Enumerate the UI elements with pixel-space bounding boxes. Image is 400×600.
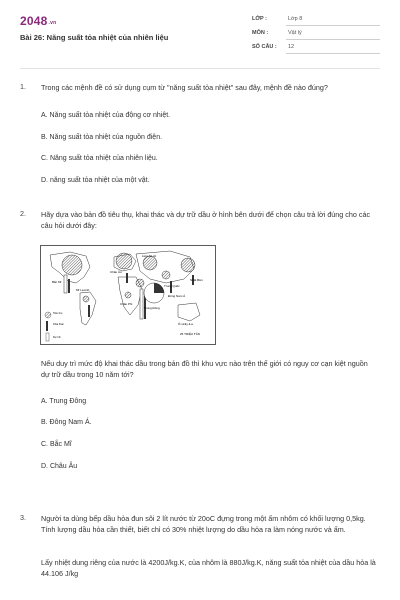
- reserve-bar: [64, 275, 67, 293]
- map-label-middle-east: Trung Đông: [144, 306, 160, 310]
- map-label-latin-america: Mĩ La-tinh: [76, 288, 90, 292]
- map-label-north-america: Bắc Mĩ: [52, 280, 62, 284]
- meta-value: 12: [288, 44, 295, 50]
- question-number: 2.: [20, 209, 26, 218]
- option-d[interactable]: D. năng suất tỏa nhiệt của một vật.: [41, 177, 150, 184]
- map-label-africa: Châu Phi: [120, 302, 133, 306]
- question-text: Nếu duy trì mức độ khai thác dầu trong bản đồ thì khu vực nào trên thế giới có nguy cơ cạn kiệt nguồn dự trữ dầu trong 10 năm tới?: [41, 359, 368, 379]
- meta-label: SỐ CÂU :: [252, 44, 277, 50]
- brand-name: 2048: [20, 14, 48, 28]
- option-d[interactable]: D. Châu Âu: [41, 463, 78, 470]
- map-label-ussr: Liên Xô cũ: [142, 254, 157, 258]
- map-label-japan: Nhật Bản: [190, 278, 203, 282]
- lesson-title: Bài 26: Năng suất tỏa nhiệt của nhiên liệu: [20, 33, 169, 42]
- meta-underline: [286, 39, 380, 40]
- question-text-continued: Lấy nhiệt dung riêng của nước là 4200J/kg.K, của nhôm là 880J/kg.K, năng suất tỏa nhiệt của dầu hỏa là 44.106 J/kg: [41, 558, 376, 578]
- map-scale-label: 25 TRIỆU TẤN: [180, 332, 200, 336]
- consumption-circle: [125, 292, 131, 298]
- question-text: Hãy dựa vào bản đồ tiêu thụ, khai thác và dự trữ dầu ở hình bên dưới để chọn câu trả lời đúng cho các câu hỏi dưới đây:: [41, 210, 371, 230]
- legend-production-icon: [46, 321, 48, 331]
- legend-production: Khai thác: [53, 323, 64, 326]
- option-c[interactable]: C. Năng suất tỏa nhiệt của nhiên liệu.: [41, 155, 158, 162]
- consumption-circle: [136, 279, 144, 287]
- meta-panel: [252, 14, 380, 56]
- question-number: 3.: [20, 513, 26, 522]
- legend-reserve-icon: [46, 333, 49, 341]
- meta-value: Vật lý: [288, 30, 302, 36]
- production-bar: [126, 273, 128, 283]
- option-b[interactable]: B. Năng suất tỏa nhiệt của nguồn điện.: [41, 134, 163, 141]
- production-bar: [88, 305, 90, 317]
- legend-consumption: Tiêu thụ: [53, 312, 63, 315]
- option-a[interactable]: A. Năng suất tỏa nhiệt của động cơ nhiệt.: [41, 112, 171, 119]
- option-c[interactable]: C. Bắc Mĩ: [41, 441, 72, 448]
- meta-row-count: [252, 42, 380, 56]
- brand-logo[interactable]: [20, 14, 56, 28]
- map-label-europe: Châu Âu: [110, 270, 122, 274]
- map-label-china: Trung Quốc: [164, 284, 180, 288]
- consumption-circle: [162, 271, 170, 279]
- meta-row-class: [252, 14, 380, 28]
- consumption-circle: [181, 258, 195, 272]
- question-text: Trong các mệnh đề có sử dụng cụm từ "năng suất tỏa nhiệt" sau đây, mệnh đề nào đúng?: [41, 83, 328, 92]
- option-a[interactable]: A. Trung Đông: [41, 398, 87, 405]
- consumption-circle: [62, 255, 82, 275]
- legend-reserve: Dự trữ: [53, 336, 61, 339]
- option-b[interactable]: B. Đông Nam Á.: [41, 419, 92, 426]
- meta-value: Lớp 8: [288, 16, 303, 22]
- header-divider: [20, 68, 380, 69]
- map-label-southeast-asia: Đông Nam Á: [168, 294, 186, 298]
- question-text: Người ta dùng bếp dầu hỏa đun sôi 2 lít nước từ 20oC đựng trong một ấm nhôm có khối lượng 0,5kg. Tính lượng dầu hỏa cần thiết, biết chỉ có 30% nhiệt lượng do dầu hỏa ra làm nóng nước và ấm.: [41, 514, 366, 534]
- reserve-bar: [140, 289, 143, 319]
- meta-row-subject: [252, 28, 380, 42]
- brand-suffix: .vn: [48, 20, 57, 26]
- meta-underline: [286, 25, 380, 26]
- oil-map-figure: [40, 245, 216, 345]
- meta-underline: [286, 53, 380, 54]
- legend-consumption-icon: [45, 312, 51, 318]
- question-number: 1.: [20, 82, 26, 91]
- consumption-circle: [116, 253, 132, 269]
- consumption-circle: [143, 256, 157, 270]
- meta-label: LỚP :: [252, 16, 267, 22]
- production-bar: [68, 279, 70, 293]
- consumption-circle: [83, 296, 89, 302]
- map-label-australia: Ô-xtrây-li-a: [178, 322, 193, 326]
- worksheet-header: [20, 14, 380, 64]
- meta-label: MÔN :: [252, 30, 269, 36]
